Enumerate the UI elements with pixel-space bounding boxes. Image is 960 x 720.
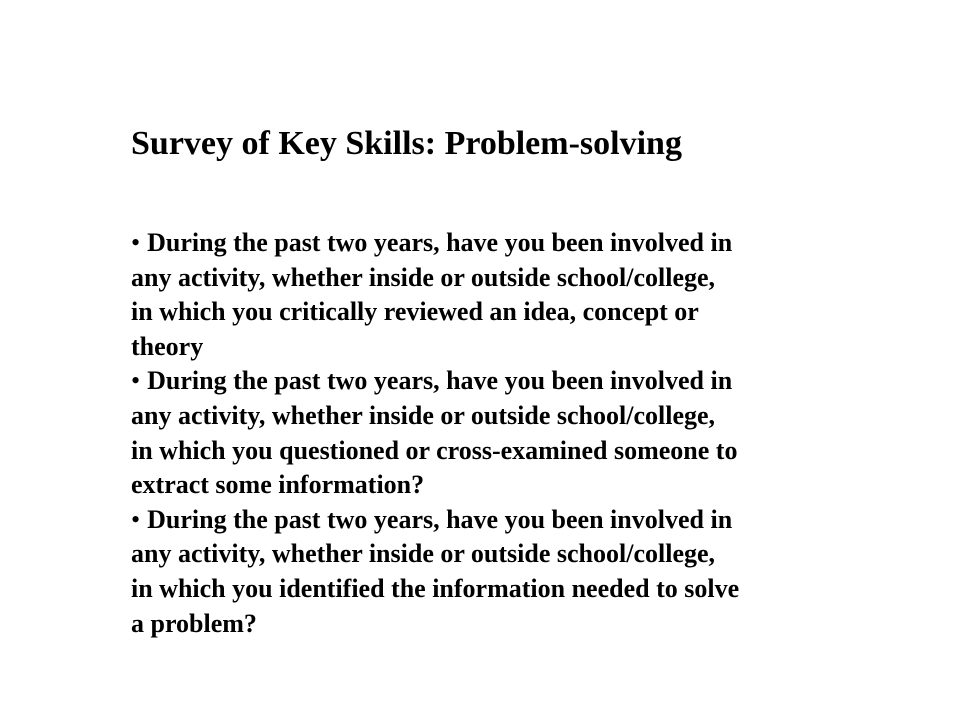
bullet-marker: • [131,366,141,396]
bullet-text: During the past two years, have you been involved in [147,228,733,257]
bullet-text: During the past two years, have you been involved in [147,366,733,396]
bullet-marker: • [131,228,141,257]
bullet-line: any activity, whether inside or outside school/college, [131,400,716,430]
bullet-line: a problem? [131,608,257,638]
bullet-line: in which you identified the information needed to solve [131,573,740,603]
bullet-line: in which you critically reviewed an idea, concept or [131,297,699,327]
bullet-line: in which you questioned or cross-examined someone to [131,435,738,465]
bullet-line: any activity, whether inside or outside school/college, [131,262,716,292]
bullet-line: any activity, whether inside or outside school/college, [131,539,716,569]
bullet-item [131,503,901,641]
bullet-line: theory [131,331,204,361]
slide-title: Survey of Key Skills: Problem-solving [131,125,682,162]
bullet-line: extract some information? [131,470,425,500]
bullet-line [131,503,901,538]
bullet-line [131,364,901,399]
bullet-line [131,226,901,261]
bullet-item [131,364,901,502]
bullet-text: During the past two years, have you been involved in [147,504,733,534]
bullet-marker: • [131,504,141,534]
bullet-item [131,226,901,364]
bullet-list [131,226,901,641]
